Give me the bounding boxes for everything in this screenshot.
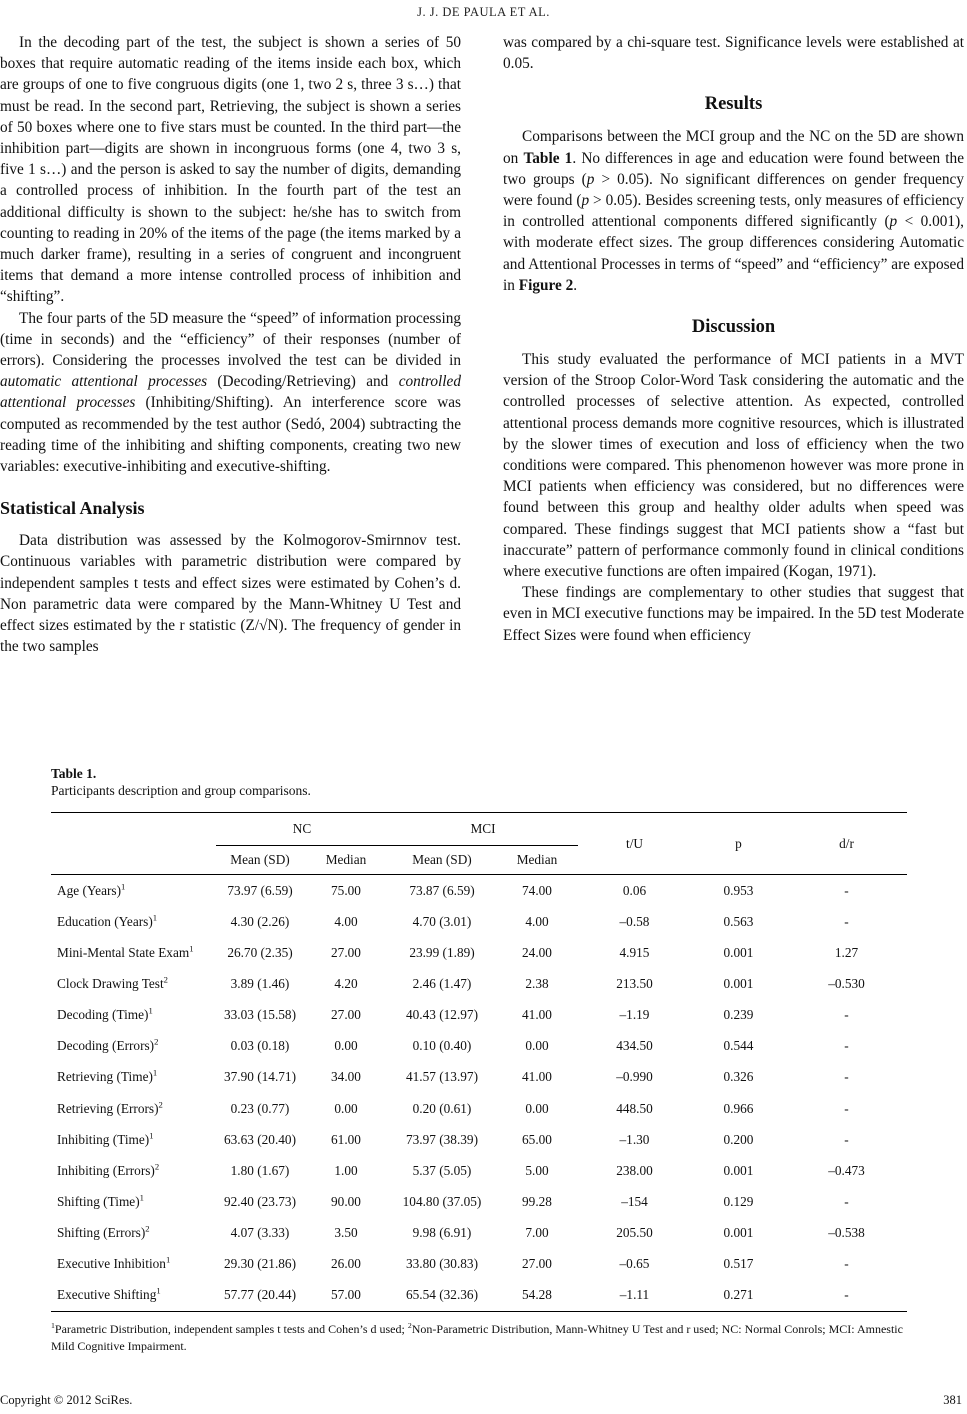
cell-t-u: –1.19 (619, 1007, 650, 1023)
paragraph-statistical-analysis: Data distribution was assessed by the Kolmogorov-Smirnnov test. Continuous variables with parametric distribution were compared by independent samples t tests and effect sizes were estimated by Cohen’s d. Non parametric data were compared by the Mann-Whitney U Test and effect sizes estimated by the r statistic (Z/√N). The frequency of gender in the two samples (0, 532, 461, 656)
text-run: . No differences in age and education were found between the two groups ( (503, 149, 964, 188)
cell-mci-mean-sd: 9.98 (6.91) (412, 1225, 472, 1241)
row-label-text: Executive Inhibition (57, 1256, 166, 1272)
table-footnote (51, 1321, 911, 1355)
footnote-marker-2: 2 (407, 1321, 412, 1330)
cell-mci-mean-sd: 5.37 (5.05) (412, 1162, 472, 1178)
row-label-text: Decoding (Time) (57, 1007, 149, 1023)
cell-mci-mean-sd: 33.80 (30.83) (405, 1256, 479, 1272)
emphasis-automatic: automatic attentional processes (0, 373, 208, 391)
cell-p: 0.001 (723, 1225, 754, 1241)
cell-nc-median: 4.00 (334, 913, 358, 929)
table-row (51, 1062, 907, 1093)
cell-p: 0.953 (723, 882, 754, 898)
cell-nc-mean-sd: 33.03 (15.58) (223, 1007, 297, 1023)
cell-t-u: 238.00 (616, 1162, 653, 1178)
cell-p: 0.239 (723, 1007, 754, 1023)
cell-mci-median: 7.00 (525, 1225, 549, 1241)
heading-statistical-analysis: Statistical Analysis (0, 498, 145, 519)
header-t-u: t/U (626, 835, 643, 851)
cell-d-r: –0.530 (828, 975, 865, 991)
row-label (51, 1280, 216, 1312)
row-label-text: Mini-Mental State Exam (57, 944, 190, 960)
text-run: Comparisons between the MCI group and the NC on the 5D are shown on (503, 128, 964, 167)
row-label-superscript: 1 (139, 1192, 144, 1203)
row-label-text: Education (Years) (57, 913, 153, 929)
cell-t-u: 448.50 (616, 1100, 653, 1116)
cell-p: 0.129 (723, 1193, 754, 1209)
p-symbol: p (889, 213, 898, 231)
heading-results: Results (704, 94, 763, 115)
row-label-text: Shifting (Errors) (57, 1225, 146, 1241)
cell-nc-mean-sd: 73.97 (6.59) (227, 882, 293, 898)
cell-d-r: - (786, 1280, 907, 1312)
row-label-superscript: 1 (148, 1005, 153, 1016)
cell-nc-mean-sd: 26.70 (2.35) (227, 944, 293, 960)
copyright-footer: Copyright © 2012 SciRes. (0, 1393, 133, 1407)
right-column (503, 32, 964, 646)
table-body (51, 875, 907, 1312)
header-d-r: d/r (839, 835, 854, 851)
cell-nc-median: 34.00 (331, 1069, 361, 1085)
table-caption-title: Table 1. (51, 766, 97, 781)
cell-p: 0.271 (691, 1280, 786, 1312)
header-group-nc: NC (216, 813, 388, 846)
cell-mci-median: 41.00 (522, 1069, 552, 1085)
cell-d-r: - (844, 1069, 849, 1085)
cell-nc-mean-sd: 57.77 (20.44) (216, 1280, 304, 1312)
cell-mci-mean-sd: 0.10 (0.40) (412, 1038, 472, 1054)
row-label-superscript: 2 (154, 1036, 159, 1047)
cell-d-r: –0.473 (828, 1162, 865, 1178)
cell-mci-median: 99.28 (522, 1193, 552, 1209)
table-row (51, 875, 907, 907)
cell-t-u: –0.58 (619, 913, 650, 929)
row-label-text: Age (Years) (57, 882, 122, 898)
row-label-superscript: 1 (165, 1254, 171, 1265)
cell-nc-median: 26.00 (331, 1256, 361, 1272)
cell-nc-median: 0.00 (334, 1038, 358, 1054)
row-label (51, 1186, 216, 1217)
row-label (51, 1155, 216, 1186)
row-label (51, 937, 216, 968)
cell-nc-mean-sd: 4.07 (3.33) (230, 1225, 290, 1241)
cell-t-u: 434.50 (616, 1038, 653, 1054)
cell-nc-mean-sd: 92.40 (23.73) (223, 1193, 297, 1209)
row-label-superscript: 1 (189, 943, 194, 954)
text-run: < 0.001), with moderate effect sizes. The group differences considering Automatic and Attentional Processes in terms of “speed” and “efficiency” are exposed in (503, 213, 964, 294)
cell-mci-mean-sd: 73.97 (38.39) (405, 1131, 479, 1147)
cell-mci-median: 74.00 (522, 882, 552, 898)
cell-mci-mean-sd: 41.57 (13.97) (405, 1069, 479, 1085)
text-run: > 0.05). No significant differences on gender frequency were found ( (503, 170, 964, 210)
table-row (51, 1186, 907, 1217)
table-row (51, 1218, 907, 1249)
row-label (51, 1093, 216, 1124)
footnote-marker-1: 1 (51, 1321, 55, 1330)
paragraph-five-d-measure (0, 308, 461, 478)
header-p: p (735, 835, 742, 851)
cell-d-r: - (844, 1193, 849, 1209)
table-reference: Table 1 (523, 149, 573, 167)
paragraph-results (503, 126, 964, 296)
cell-p: 0.326 (723, 1069, 754, 1085)
left-column (0, 32, 461, 657)
cell-mci-median: 24.00 (522, 944, 552, 960)
cell-p: 0.001 (723, 1162, 754, 1178)
cell-p: 0.001 (723, 944, 754, 960)
row-label-superscript: 1 (156, 1285, 161, 1296)
cell-nc-mean-sd: 4.30 (2.26) (230, 913, 290, 929)
cell-d-r: - (844, 1100, 849, 1116)
cell-mci-median: 27.00 (522, 1256, 552, 1272)
table-row (51, 1124, 907, 1155)
cell-mci-mean-sd: 4.70 (3.01) (412, 913, 472, 929)
row-label-superscript: 2 (163, 974, 168, 985)
row-label-text: Inhibiting (Errors) (57, 1162, 155, 1178)
cell-nc-mean-sd: 63.63 (20.40) (223, 1131, 297, 1147)
cell-d-r: - (844, 1131, 849, 1147)
cell-mci-median: 0.00 (525, 1038, 549, 1054)
running-header: J. J. DE PAULA ET AL. (417, 5, 550, 19)
cell-d-r: –0.538 (828, 1225, 865, 1241)
cell-t-u: 0.06 (622, 882, 647, 898)
cell-nc-median: 4.20 (334, 975, 358, 991)
cell-d-r: - (844, 913, 849, 929)
row-label-text: Decoding (Errors) (57, 1038, 155, 1054)
paragraph-decoding: In the decoding part of the test, the subject is shown a series of 50 boxes that require automatic reading of the items inside each box, which are groups of one to five congruous digits (one 1, two 2 s, three 3 s…) that must be read. In the second part, Retrieving, the subject is shown a series of 50 boxes where one to five stars must be counted. In the third part—the inhibition part—digits are shown in incongruous forms (one 4, two 3 s, five 1 s…) and the person is asked to say the number of digits, demanding a controlled process of inhibition. In the fourth part of the test an additional difficulty is shown to the subject: he/she has to switch from counting to reading in 20% of the items of the page (the items marked by a much darker frame), resulting in a series of congruent and incongruent items that demand a more intense controlled process of inhibition and “shifting”. (0, 34, 461, 306)
cell-mci-median: 0.00 (525, 1100, 549, 1116)
cell-d-r: - (844, 882, 849, 898)
cell-mci-mean-sd: 40.43 (12.97) (405, 1007, 479, 1023)
cell-t-u: –0.990 (616, 1069, 653, 1085)
participants-table (51, 812, 907, 1312)
table-row (51, 1280, 907, 1312)
cell-nc-mean-sd: 37.90 (14.71) (223, 1069, 297, 1085)
cell-p: 0.563 (723, 913, 754, 929)
table-caption (51, 765, 311, 799)
cell-t-u: 205.50 (616, 1225, 653, 1241)
cell-nc-median: 1.00 (334, 1162, 358, 1178)
table-row (51, 1093, 907, 1124)
cell-nc-median: 75.00 (331, 882, 361, 898)
cell-nc-median: 57.00 (304, 1280, 388, 1312)
cell-nc-mean-sd: 3.89 (1.46) (230, 975, 290, 991)
table-caption-text: Participants description and group comparisons. (51, 783, 311, 798)
table-row (51, 968, 907, 999)
cell-t-u: –0.65 (619, 1256, 650, 1272)
row-label-superscript: 2 (154, 1161, 160, 1172)
paragraph-discussion-1: This study evaluated the performance of MCI patients in a MVT version of the Stroop Color-Word Task considering the automatic and the controlled processes of selective attention. As expected, controlled attentional process demands more cognitive resources, which is illustrated by the slower times of execution and loss of efficiency when the two conditions were compared. This phenomenon however was more prone in MCI patients when efficiency was considered, but no differences were found between this group and healthy older adults when speed was compared. These findings suggest that MCI patients show a “fast but inaccurate” pattern of performance commonly found in clinical conditions where executive functions are often impaired (Kogan, 1971). (503, 351, 964, 581)
cell-nc-mean-sd: 0.03 (0.18) (230, 1038, 290, 1054)
row-label (51, 1000, 216, 1031)
cell-p: 0.200 (723, 1131, 754, 1147)
cell-t-u: –154 (621, 1193, 648, 1209)
emphasis-controlled: controlled attentional processes (0, 373, 461, 412)
paragraph-continuation: was compared by a chi-square test. Significance levels were established at 0.05. (503, 34, 964, 73)
cell-nc-median: 27.00 (331, 1007, 361, 1023)
table-row (51, 1031, 907, 1062)
header-nc-median: Median (325, 852, 367, 867)
header-blank (51, 813, 216, 875)
cell-d-r: 1.27 (834, 944, 859, 960)
row-label-text: Shifting (Time) (57, 1193, 140, 1209)
cell-nc-mean-sd: 29.30 (21.86) (223, 1256, 297, 1272)
text-run: (Decoding/Retrieving) and (207, 373, 399, 391)
text-run: (Inhibiting/Shifting). An interference score was computed as recommended by the test author (Sedó, 2004) subtracting the reading time of the inhibiting and shifting components, creating two new variables: executive-inhibiting and executive-shifting. (0, 394, 461, 476)
cell-nc-median: 27.00 (331, 944, 361, 960)
table-row (51, 937, 907, 968)
cell-d-r: - (844, 1007, 849, 1023)
table-row (51, 1000, 907, 1031)
cell-t-u: –1.11 (578, 1280, 691, 1312)
p-symbol: p (581, 192, 590, 210)
cell-mci-median: 5.00 (525, 1162, 549, 1178)
row-label-text: Clock Drawing Test (57, 975, 164, 991)
table-row (51, 906, 907, 937)
cell-t-u: 4.915 (619, 944, 650, 960)
text-run: The four parts of the 5D measure the “speed” of information processing (time in seconds) and the “efficiency” of their responses (number of errors). Considering the processes involved the test can be divided in (0, 309, 461, 370)
cell-t-u: 213.50 (616, 975, 653, 991)
footnote-parametric: Parametric Distribution, independent samples t tests and Cohen’s d used; (54, 1322, 408, 1336)
row-label-text: Inhibiting (Time) (57, 1131, 150, 1147)
row-label-text: Retrieving (Time) (57, 1069, 153, 1085)
cell-mci-mean-sd: 0.20 (0.61) (412, 1100, 472, 1116)
row-label-superscript: 2 (145, 1223, 150, 1234)
row-label (51, 1249, 216, 1280)
header-group-mci: MCI (388, 813, 578, 846)
cell-mci-mean-sd: 2.46 (1.47) (412, 975, 472, 991)
row-label-superscript: 1 (149, 1130, 154, 1141)
cell-mci-median: 2.38 (525, 975, 549, 991)
cell-d-r: - (844, 1038, 849, 1054)
cell-nc-median: 90.00 (331, 1193, 361, 1209)
row-label (51, 968, 216, 999)
text-run: . (573, 276, 578, 294)
cell-p: 0.517 (723, 1256, 754, 1272)
row-label (51, 1062, 216, 1093)
cell-p: 0.966 (723, 1100, 754, 1116)
cell-mci-mean-sd: 104.80 (37.05) (402, 1193, 482, 1209)
cell-mci-mean-sd: 23.99 (1.89) (409, 944, 475, 960)
p-symbol: p (586, 170, 595, 188)
row-label-text: Retrieving (Errors) (57, 1100, 159, 1116)
row-label (51, 1124, 216, 1155)
header-nc-mean-sd: Mean (SD) (230, 852, 290, 867)
table-row (51, 1155, 907, 1186)
text-run: > 0.05). Besides screening tests, only measures of efficiency in controlled attentional components differed significantly ( (503, 192, 965, 231)
cell-nc-mean-sd: 0.23 (0.77) (230, 1100, 290, 1116)
row-label (51, 1218, 216, 1249)
footnote-nonparametric: Non-Parametric Distribution, Mann-Whitney U Test and r used; NC: Normal Conrols; MCI: Amnestic Mild Cognitive Impairment. (51, 1322, 903, 1353)
row-label-superscript: 1 (152, 1067, 158, 1078)
row-label-superscript: 1 (152, 912, 158, 923)
cell-t-u: –1.30 (619, 1131, 650, 1147)
cell-p: 0.001 (723, 975, 754, 991)
cell-mci-median: 41.00 (522, 1007, 552, 1023)
page-number: 381 (943, 1393, 962, 1407)
cell-mci-median: 65.00 (522, 1131, 552, 1147)
figure-reference: Figure 2 (518, 276, 574, 294)
paragraph-discussion-2: These findings are complementary to other studies that suggest that even in MCI executive functions may be impaired. In the 5D test Moderate Effect Sizes were found when efficiency (503, 584, 964, 644)
cell-d-r: - (844, 1256, 849, 1272)
cell-nc-mean-sd: 1.80 (1.67) (230, 1162, 290, 1178)
row-label-text: Executive Shifting (57, 1287, 157, 1303)
heading-discussion: Discussion (691, 317, 776, 338)
row-label-superscript: 1 (121, 881, 126, 892)
header-mci-mean-sd: Mean (SD) (412, 852, 472, 867)
cell-mci-median: 54.28 (496, 1280, 578, 1312)
cell-nc-median: 3.50 (334, 1225, 358, 1241)
cell-mci-median: 4.00 (525, 913, 549, 929)
table-row (51, 1249, 907, 1280)
cell-nc-median: 61.00 (331, 1131, 361, 1147)
row-label (51, 906, 216, 937)
cell-mci-mean-sd: 65.54 (32.36) (388, 1280, 496, 1312)
row-label (51, 1031, 216, 1062)
cell-mci-mean-sd: 73.87 (6.59) (409, 882, 475, 898)
cell-p: 0.544 (723, 1038, 754, 1054)
header-mci-median: Median (516, 852, 558, 867)
row-label (51, 875, 216, 907)
cell-nc-median: 0.00 (334, 1100, 358, 1116)
row-label-superscript: 2 (158, 1099, 163, 1110)
